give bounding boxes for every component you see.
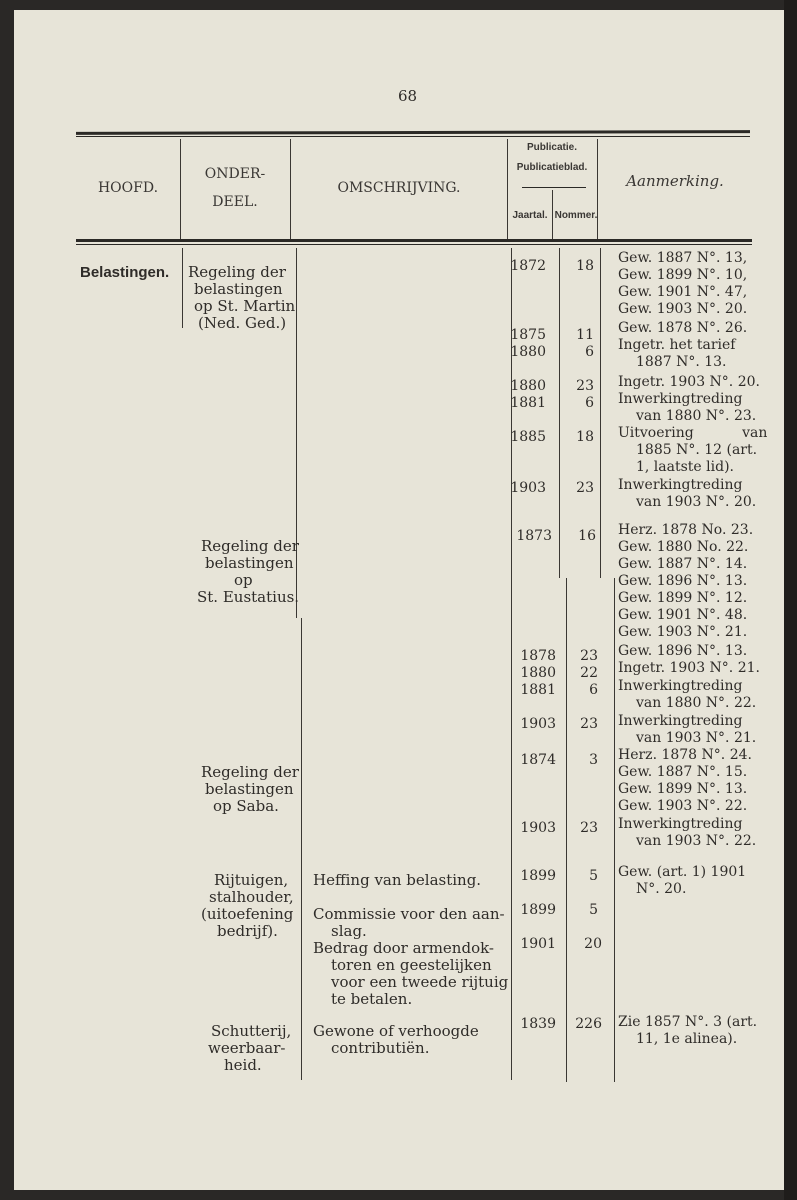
jaar-16: 1899 <box>520 902 556 918</box>
hdr-col-line-3 <box>507 139 508 239</box>
nr-12: 23 <box>580 716 598 732</box>
nr-3: 6 <box>585 344 594 360</box>
header-publicatieblad: Publicatieblad. <box>516 162 588 173</box>
onderdeel-eustatius-1: Regeling der <box>201 537 299 555</box>
nr-15: 5 <box>589 868 598 884</box>
onderdeel-schutterij-3: heid. <box>224 1056 262 1074</box>
header-omschrijving: OMSCHRIJVING. <box>337 180 461 196</box>
header-top-rule-thin <box>76 136 750 137</box>
jaar-4: 1880 <box>510 378 546 394</box>
jaar-5: 1881 <box>510 395 546 411</box>
onderdeel-rijtuigen-3: (uitoefening <box>201 905 294 923</box>
onderdeel-eustatius-2: belastingen <box>205 554 294 572</box>
nr-17: 20 <box>584 936 602 952</box>
nr-11: 6 <box>589 682 598 698</box>
nr-16: 5 <box>589 902 598 918</box>
hdr-col-line-1 <box>180 139 181 239</box>
nr-4: 23 <box>576 378 594 394</box>
jaar-2: 1875 <box>510 327 546 343</box>
col-line-2 <box>296 248 297 618</box>
jaar-13: 1874 <box>520 752 556 768</box>
onderdeel-eustatius-4: St. Eustatius. <box>197 588 300 606</box>
nr-6: 18 <box>576 429 594 445</box>
aanmerking-26: van 1880 N°. 22. <box>636 695 757 711</box>
header-bottom-rule <box>76 239 752 242</box>
aanmerking-24: Ingetr. 1903 N°. 21. <box>618 660 760 676</box>
col-line-5b <box>614 578 615 1082</box>
aanmerking-38: 11, 1e alinea). <box>636 1031 738 1047</box>
publicatie-rule <box>522 187 586 188</box>
nr-7: 23 <box>576 480 594 496</box>
aanmerking-32: Gew. 1903 N°. 22. <box>618 798 748 814</box>
omschrijving-bedrag-3: voor een tweede rijtuig <box>331 973 509 991</box>
nr-1: 18 <box>576 258 594 274</box>
aanmerking-7: 1887 N°. 13. <box>636 354 727 370</box>
aanmerking-36: N°. 20. <box>636 881 687 897</box>
page-number: 68 <box>398 87 418 105</box>
header-hoofd: HOOFD. <box>97 180 159 196</box>
aanmerking-27: Inwerkingtreding <box>618 713 743 729</box>
header-jaartal: Jaartal. <box>512 210 548 221</box>
aanmerking-16: Herz. 1878 No. 23. <box>618 522 754 538</box>
col-line-1 <box>182 248 183 328</box>
jaar-18: 1839 <box>520 1016 556 1032</box>
aanmerking-2: Gew. 1899 N°. 10, <box>618 267 748 283</box>
nr-5: 6 <box>585 395 594 411</box>
nr-18: 226 <box>575 1016 602 1032</box>
aanmerking-3: Gew. 1901 N°. 47, <box>618 284 748 300</box>
aanmerking-37: Zie 1857 N°. 3 (art. <box>618 1014 758 1030</box>
aanmerking-28: van 1903 N°. 21. <box>636 730 757 746</box>
header-bottom-rule-thin <box>76 244 752 245</box>
aanmerking-34: van 1903 N°. 22. <box>636 833 757 849</box>
omschrijving-bedrag-2: toren en geestelijken <box>331 956 492 974</box>
nr-8: 16 <box>578 528 596 544</box>
col-line-5 <box>600 248 601 578</box>
col-line-3 <box>511 248 512 1080</box>
onderdeel-rijtuigen-4: bedrijf). <box>217 922 278 940</box>
onderdeel-saba-3: op Saba. <box>213 797 279 815</box>
omschrijving-commissie-1: Commissie voor den aan- <box>313 905 505 923</box>
nr-13: 3 <box>589 752 598 768</box>
jaar-14: 1903 <box>520 820 556 836</box>
hdr-col-line-2 <box>290 139 291 239</box>
nr-9: 23 <box>580 648 598 664</box>
omschrijving-bedrag-4: te betalen. <box>331 990 413 1008</box>
jaar-12: 1903 <box>520 716 556 732</box>
onderdeel-martin-4: (Ned. Ged.) <box>198 314 287 332</box>
omschrijving-bedrag-1: Bedrag door armendok- <box>313 939 494 957</box>
omschrijving-gewone-2: contributiën. <box>331 1039 430 1057</box>
aanmerking-18: Gew. 1887 N°. 14. <box>618 556 748 572</box>
aanmerking-30: Gew. 1887 N°. 15. <box>618 764 748 780</box>
onderdeel-schutterij-2: weerbaar- <box>208 1039 286 1057</box>
nr-14: 23 <box>580 820 598 836</box>
aanmerking-20: Gew. 1899 N°. 12. <box>618 590 748 606</box>
omschrijving-gewone-1: Gewone of verhoogde <box>313 1022 479 1040</box>
aanmerking-25: Inwerkingtreding <box>618 678 743 694</box>
jaar-17: 1901 <box>520 936 556 952</box>
omschrijving-heffing: Heffing van belasting. <box>313 871 482 889</box>
col-line-2b <box>301 618 302 1080</box>
jaar-11: 1881 <box>520 682 556 698</box>
aanmerking-9: Inwerkingtreding <box>618 391 743 407</box>
onderdeel-saba-1: Regeling der <box>201 763 299 781</box>
aanmerking-6: Ingetr. het tarief <box>618 337 736 353</box>
aanmerking-21: Gew. 1901 N°. 48. <box>618 607 748 623</box>
jaar-8: 1873 <box>516 528 552 544</box>
aanmerking-22: Gew. 1903 N°. 21. <box>618 624 748 640</box>
omschrijving-commissie-2: slag. <box>331 922 367 940</box>
jaar-9: 1878 <box>520 648 556 664</box>
aanmerking-33: Inwerkingtreding <box>618 816 743 832</box>
aanmerking-17: Gew. 1880 No. 22. <box>618 539 749 555</box>
aanmerking-12: 1885 N°. 12 (art. <box>636 442 758 458</box>
aanmerking-14: Inwerkingtreding <box>618 477 743 493</box>
onderdeel-schutterij-1: Schutterij, <box>211 1022 292 1040</box>
onderdeel-rijtuigen-1: Rijtuigen, <box>214 871 289 889</box>
header-aanmerking: Aanmerking. <box>626 172 724 190</box>
aanmerking-29: Herz. 1878 N°. 24. <box>618 747 752 763</box>
jaar-7: 1903 <box>510 480 546 496</box>
aanmerking-35: Gew. (art. 1) 1901 <box>618 864 747 880</box>
onderdeel-eustatius-3: op <box>234 571 253 589</box>
header-nommer: Nommer. <box>554 210 598 221</box>
aanmerking-4: Gew. 1903 N°. 20. <box>618 301 748 317</box>
onderdeel-rijtuigen-2: stalhouder, <box>209 888 294 906</box>
aanmerking-15: van 1903 N°. 20. <box>636 494 757 510</box>
header-onderdeel-2: DEEL. <box>212 194 258 210</box>
onderdeel-martin-2: belastingen <box>194 280 283 298</box>
hdr-col-line-4 <box>552 190 553 239</box>
onderdeel-martin-1: Regeling der <box>188 263 286 281</box>
nr-2: 11 <box>576 327 594 343</box>
aanmerking-11: Uitvoering van <box>618 425 768 441</box>
jaar-6: 1885 <box>510 429 546 445</box>
hdr-col-line-5 <box>597 139 598 239</box>
nr-10: 22 <box>580 665 598 681</box>
aanmerking-10: van 1880 N°. 23. <box>636 408 757 424</box>
header-publicatie: Publicatie. <box>526 142 577 153</box>
hoofd-label: Belastingen. <box>80 264 170 281</box>
aanmerking-5: Gew. 1878 N°. 26. <box>618 320 748 336</box>
aanmerking-19: Gew. 1896 N°. 13. <box>618 573 748 589</box>
jaar-10: 1880 <box>520 665 556 681</box>
aanmerking-31: Gew. 1899 N°. 13. <box>618 781 748 797</box>
aanmerking-1: Gew. 1887 N°. 13, <box>618 250 748 266</box>
header-onderdeel-1: ONDER- <box>204 166 266 182</box>
jaar-1: 1872 <box>510 258 546 274</box>
onderdeel-martin-3: op St. Martin <box>194 297 296 315</box>
aanmerking-23: Gew. 1896 N°. 13. <box>618 643 748 659</box>
aanmerking-13: 1, laatste lid). <box>636 459 734 475</box>
page-edge <box>784 0 797 1200</box>
jaar-3: 1880 <box>510 344 546 360</box>
aanmerking-8: Ingetr. 1903 N°. 20. <box>618 374 760 390</box>
jaar-15: 1899 <box>520 868 556 884</box>
onderdeel-saba-2: belastingen <box>205 780 294 798</box>
